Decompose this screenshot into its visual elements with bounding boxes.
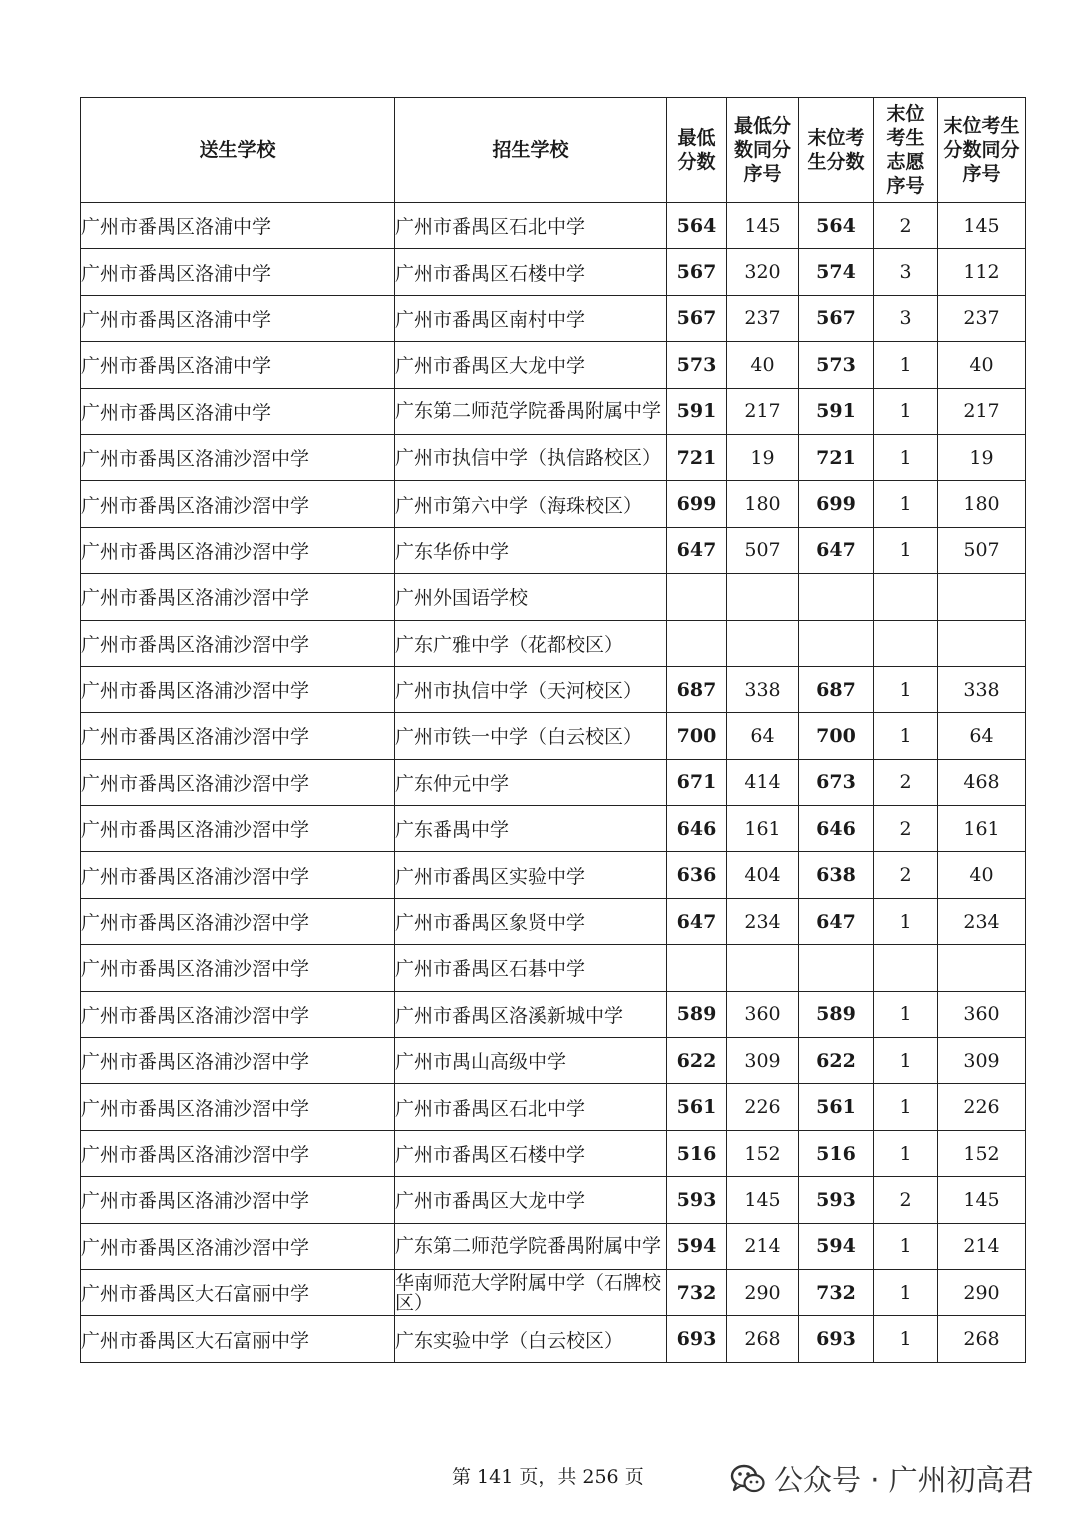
cell-min-score: 567 [667, 295, 727, 341]
cell-recv-school: 广州市执信中学（执信路校区） [395, 434, 667, 480]
cell-min-score: 636 [667, 852, 727, 898]
cell-last-rank: 237 [938, 295, 1026, 341]
cell-last-rank: 40 [938, 342, 1026, 388]
cell-last-rank [938, 620, 1026, 666]
cell-recv-school: 广州市禺山高级中学 [395, 1038, 667, 1084]
cell-last-choice: 1 [874, 1316, 938, 1362]
header-last-rank: 末位考生分数同分序号 [938, 98, 1026, 203]
cell-recv-school: 广州市番禺区南村中学 [395, 295, 667, 341]
table-row [81, 295, 1026, 341]
cell-last-rank: 19 [938, 434, 1026, 480]
cell-last-score: 647 [799, 527, 874, 573]
cell-last-score: 622 [799, 1038, 874, 1084]
cell-last-rank: 290 [938, 1269, 1026, 1315]
cell-min-score: 693 [667, 1316, 727, 1362]
table-row [81, 574, 1026, 620]
table-row [81, 945, 1026, 991]
cell-min-score: 622 [667, 1038, 727, 1084]
header-last-score: 末位考生分数 [799, 98, 874, 203]
cell-last-rank: 40 [938, 852, 1026, 898]
cell-min-score-rank: 152 [727, 1130, 799, 1176]
cell-min-score: 591 [667, 388, 727, 434]
cell-recv-school: 广州市执信中学（天河校区） [395, 666, 667, 712]
cell-last-rank: 309 [938, 1038, 1026, 1084]
cell-min-score-rank: 338 [727, 666, 799, 712]
cell-min-score-rank [727, 945, 799, 991]
cell-last-rank: 145 [938, 203, 1026, 249]
cell-last-score: 687 [799, 666, 874, 712]
cell-min-score: 647 [667, 898, 727, 944]
cell-min-score: 564 [667, 203, 727, 249]
cell-last-rank: 161 [938, 806, 1026, 852]
cell-send-school: 广州市番禺区洛浦沙滘中学 [81, 898, 395, 944]
header-min-score-rank: 最低分数同分序号 [727, 98, 799, 203]
table-row [81, 852, 1026, 898]
table-row [81, 713, 1026, 759]
cell-last-choice: 1 [874, 1038, 938, 1084]
cell-last-rank: 145 [938, 1177, 1026, 1223]
header-min-score: 最低分数 [667, 98, 727, 203]
table-row [81, 1316, 1026, 1362]
cell-send-school: 广州市番禺区洛浦沙滘中学 [81, 759, 395, 805]
cell-last-choice: 1 [874, 342, 938, 388]
cell-send-school: 广州市番禺区大石富丽中学 [81, 1316, 395, 1362]
header-row [81, 98, 1026, 203]
header-last-choice: 末位考生志愿序号 [874, 98, 938, 203]
cell-last-score: 594 [799, 1223, 874, 1269]
table-row [81, 1223, 1026, 1269]
cell-last-choice: 3 [874, 295, 938, 341]
cell-min-score-rank: 64 [727, 713, 799, 759]
cell-last-choice: 2 [874, 759, 938, 805]
cell-send-school: 广州市番禺区洛浦沙滘中学 [81, 481, 395, 527]
cell-send-school: 广州市番禺区大石富丽中学 [81, 1269, 395, 1315]
cell-last-choice: 1 [874, 1223, 938, 1269]
cell-min-score: 646 [667, 806, 727, 852]
cell-send-school: 广州市番禺区洛浦沙滘中学 [81, 1130, 395, 1176]
cell-last-score: 561 [799, 1084, 874, 1130]
cell-min-score: 732 [667, 1269, 727, 1315]
cell-recv-school: 广州市铁一中学（白云校区） [395, 713, 667, 759]
cell-min-score [667, 574, 727, 620]
table-body [81, 203, 1026, 1363]
cell-recv-school: 广州市番禺区石北中学 [395, 1084, 667, 1130]
watermark-text: 公众号 · 广州初高君 [774, 1463, 1034, 1497]
cell-last-rank: 64 [938, 713, 1026, 759]
cell-last-rank: 468 [938, 759, 1026, 805]
table-header [81, 98, 1026, 203]
cell-last-rank: 217 [938, 388, 1026, 434]
cell-min-score: 721 [667, 434, 727, 480]
cell-last-rank: 112 [938, 249, 1026, 295]
cell-min-score-rank: 404 [727, 852, 799, 898]
cell-last-score: 573 [799, 342, 874, 388]
table-row [81, 527, 1026, 573]
wechat-icon [730, 1463, 766, 1495]
cell-last-score: 693 [799, 1316, 874, 1362]
cell-last-choice: 2 [874, 1177, 938, 1223]
cell-last-choice: 1 [874, 481, 938, 527]
cell-last-rank: 214 [938, 1223, 1026, 1269]
cell-send-school: 广州市番禺区洛浦中学 [81, 388, 395, 434]
cell-last-choice: 2 [874, 852, 938, 898]
cell-send-school: 广州市番禺区洛浦中学 [81, 342, 395, 388]
cell-min-score [667, 620, 727, 666]
cell-min-score-rank: 226 [727, 1084, 799, 1130]
table-row [81, 666, 1026, 712]
cell-min-score-rank: 180 [727, 481, 799, 527]
cell-min-score: 700 [667, 713, 727, 759]
cell-min-score: 573 [667, 342, 727, 388]
cell-min-score-rank: 145 [727, 1177, 799, 1223]
cell-last-choice: 1 [874, 434, 938, 480]
cell-last-score: 574 [799, 249, 874, 295]
cell-min-score: 561 [667, 1084, 727, 1130]
cell-last-rank: 268 [938, 1316, 1026, 1362]
cell-min-score: 687 [667, 666, 727, 712]
cell-send-school: 广州市番禺区洛浦沙滘中学 [81, 945, 395, 991]
cell-last-choice: 3 [874, 249, 938, 295]
header-send-school: 送生学校 [81, 98, 395, 203]
cell-recv-school: 广东广雅中学（花都校区） [395, 620, 667, 666]
cell-recv-school: 广东实验中学（白云校区） [395, 1316, 667, 1362]
cell-last-score [799, 945, 874, 991]
cell-min-score-rank [727, 620, 799, 666]
cell-send-school: 广州市番禺区洛浦沙滘中学 [81, 713, 395, 759]
table-row [81, 434, 1026, 480]
cell-min-score-rank: 161 [727, 806, 799, 852]
cell-min-score: 516 [667, 1130, 727, 1176]
cell-min-score-rank: 237 [727, 295, 799, 341]
cell-send-school: 广州市番禺区洛浦沙滘中学 [81, 574, 395, 620]
page-number: 第 141 页，共 256 页 [452, 1466, 644, 1488]
table-row [81, 203, 1026, 249]
cell-last-score: 732 [799, 1269, 874, 1315]
cell-last-score: 589 [799, 991, 874, 1037]
table-row [81, 991, 1026, 1037]
cell-min-score-rank: 320 [727, 249, 799, 295]
header-recv-school: 招生学校 [395, 98, 667, 203]
table-row [81, 481, 1026, 527]
cell-min-score: 671 [667, 759, 727, 805]
table-row [81, 342, 1026, 388]
cell-last-rank: 234 [938, 898, 1026, 944]
table-row [81, 1177, 1026, 1223]
table-row [81, 1269, 1026, 1315]
cell-last-choice: 2 [874, 806, 938, 852]
cell-recv-school: 广州市番禺区石北中学 [395, 203, 667, 249]
cell-last-choice: 2 [874, 203, 938, 249]
cell-last-score: 646 [799, 806, 874, 852]
cell-last-score [799, 620, 874, 666]
cell-send-school: 广州市番禺区洛浦沙滘中学 [81, 1223, 395, 1269]
cell-send-school: 广州市番禺区洛浦沙滘中学 [81, 1038, 395, 1084]
cell-send-school: 广州市番禺区洛浦沙滘中学 [81, 620, 395, 666]
table-row [81, 1084, 1026, 1130]
cell-last-choice [874, 945, 938, 991]
cell-min-score-rank: 234 [727, 898, 799, 944]
cell-send-school: 广州市番禺区洛浦中学 [81, 295, 395, 341]
cell-min-score [667, 945, 727, 991]
table-row [81, 806, 1026, 852]
cell-min-score: 594 [667, 1223, 727, 1269]
cell-last-rank: 226 [938, 1084, 1026, 1130]
cell-last-score: 564 [799, 203, 874, 249]
table-row [81, 898, 1026, 944]
cell-last-choice: 1 [874, 1269, 938, 1315]
cell-min-score-rank: 414 [727, 759, 799, 805]
cell-recv-school: 广东华侨中学 [395, 527, 667, 573]
cell-last-choice: 1 [874, 898, 938, 944]
cell-last-choice [874, 620, 938, 666]
cell-min-score: 589 [667, 991, 727, 1037]
cell-last-choice: 1 [874, 666, 938, 712]
cell-recv-school: 广东番禺中学 [395, 806, 667, 852]
cell-recv-school: 广东仲元中学 [395, 759, 667, 805]
cell-min-score-rank: 217 [727, 388, 799, 434]
cell-recv-school: 广州市番禺区象贤中学 [395, 898, 667, 944]
cell-recv-school: 广州市番禺区石碁中学 [395, 945, 667, 991]
table-row [81, 759, 1026, 805]
cell-recv-school: 广州市番禺区石楼中学 [395, 249, 667, 295]
table-row [81, 1038, 1026, 1084]
cell-send-school: 广州市番禺区洛浦沙滘中学 [81, 1084, 395, 1130]
cell-min-score: 699 [667, 481, 727, 527]
cell-last-score: 700 [799, 713, 874, 759]
cell-last-choice: 1 [874, 713, 938, 759]
cell-last-score: 673 [799, 759, 874, 805]
cell-send-school: 广州市番禺区洛浦沙滘中学 [81, 991, 395, 1037]
cell-min-score-rank: 507 [727, 527, 799, 573]
cell-last-rank: 338 [938, 666, 1026, 712]
table-row [81, 388, 1026, 434]
cell-last-rank [938, 574, 1026, 620]
cell-last-score: 647 [799, 898, 874, 944]
cell-recv-school: 广东第二师范学院番禺附属中学 [395, 388, 667, 434]
cell-send-school: 广州市番禺区洛浦中学 [81, 249, 395, 295]
cell-recv-school: 广州市番禺区实验中学 [395, 852, 667, 898]
cell-send-school: 广州市番禺区洛浦沙滘中学 [81, 666, 395, 712]
cell-min-score-rank: 19 [727, 434, 799, 480]
watermark [730, 1458, 1034, 1499]
cell-last-score: 593 [799, 1177, 874, 1223]
cell-last-rank: 180 [938, 481, 1026, 527]
cell-recv-school: 华南师范大学附属中学（石牌校区） [395, 1269, 667, 1315]
admissions-table [80, 97, 1026, 1363]
cell-min-score: 647 [667, 527, 727, 573]
cell-last-choice: 1 [874, 991, 938, 1037]
cell-send-school: 广州市番禺区洛浦沙滘中学 [81, 434, 395, 480]
cell-send-school: 广州市番禺区洛浦沙滘中学 [81, 806, 395, 852]
cell-recv-school: 广州市番禺区石楼中学 [395, 1130, 667, 1176]
cell-recv-school: 广东第二师范学院番禺附属中学 [395, 1223, 667, 1269]
cell-send-school: 广州市番禺区洛浦沙滘中学 [81, 1177, 395, 1223]
cell-min-score-rank [727, 574, 799, 620]
cell-min-score-rank: 290 [727, 1269, 799, 1315]
cell-last-rank: 507 [938, 527, 1026, 573]
cell-last-score [799, 574, 874, 620]
cell-send-school: 广州市番禺区洛浦沙滘中学 [81, 527, 395, 573]
cell-last-rank [938, 945, 1026, 991]
cell-min-score: 593 [667, 1177, 727, 1223]
cell-send-school: 广州市番禺区洛浦沙滘中学 [81, 852, 395, 898]
cell-last-choice: 1 [874, 1130, 938, 1176]
table-row [81, 620, 1026, 666]
cell-last-score: 591 [799, 388, 874, 434]
cell-last-score: 638 [799, 852, 874, 898]
cell-last-choice: 1 [874, 527, 938, 573]
cell-last-choice: 1 [874, 388, 938, 434]
cell-last-choice: 1 [874, 1084, 938, 1130]
cell-recv-school: 广州市番禺区大龙中学 [395, 1177, 667, 1223]
table-row [81, 249, 1026, 295]
table-row [81, 1130, 1026, 1176]
cell-last-score: 699 [799, 481, 874, 527]
cell-min-score-rank: 40 [727, 342, 799, 388]
cell-recv-school: 广州市第六中学（海珠校区） [395, 481, 667, 527]
cell-last-score: 516 [799, 1130, 874, 1176]
cell-last-score: 567 [799, 295, 874, 341]
cell-min-score-rank: 214 [727, 1223, 799, 1269]
cell-recv-school: 广州外国语学校 [395, 574, 667, 620]
cell-last-rank: 360 [938, 991, 1026, 1037]
cell-min-score-rank: 360 [727, 991, 799, 1037]
cell-min-score-rank: 309 [727, 1038, 799, 1084]
cell-recv-school: 广州市番禺区大龙中学 [395, 342, 667, 388]
cell-recv-school: 广州市番禺区洛溪新城中学 [395, 991, 667, 1037]
cell-last-rank: 152 [938, 1130, 1026, 1176]
cell-last-score: 721 [799, 434, 874, 480]
cell-send-school: 广州市番禺区洛浦中学 [81, 203, 395, 249]
cell-last-choice [874, 574, 938, 620]
cell-min-score: 567 [667, 249, 727, 295]
cell-min-score-rank: 145 [727, 203, 799, 249]
cell-min-score-rank: 268 [727, 1316, 799, 1362]
